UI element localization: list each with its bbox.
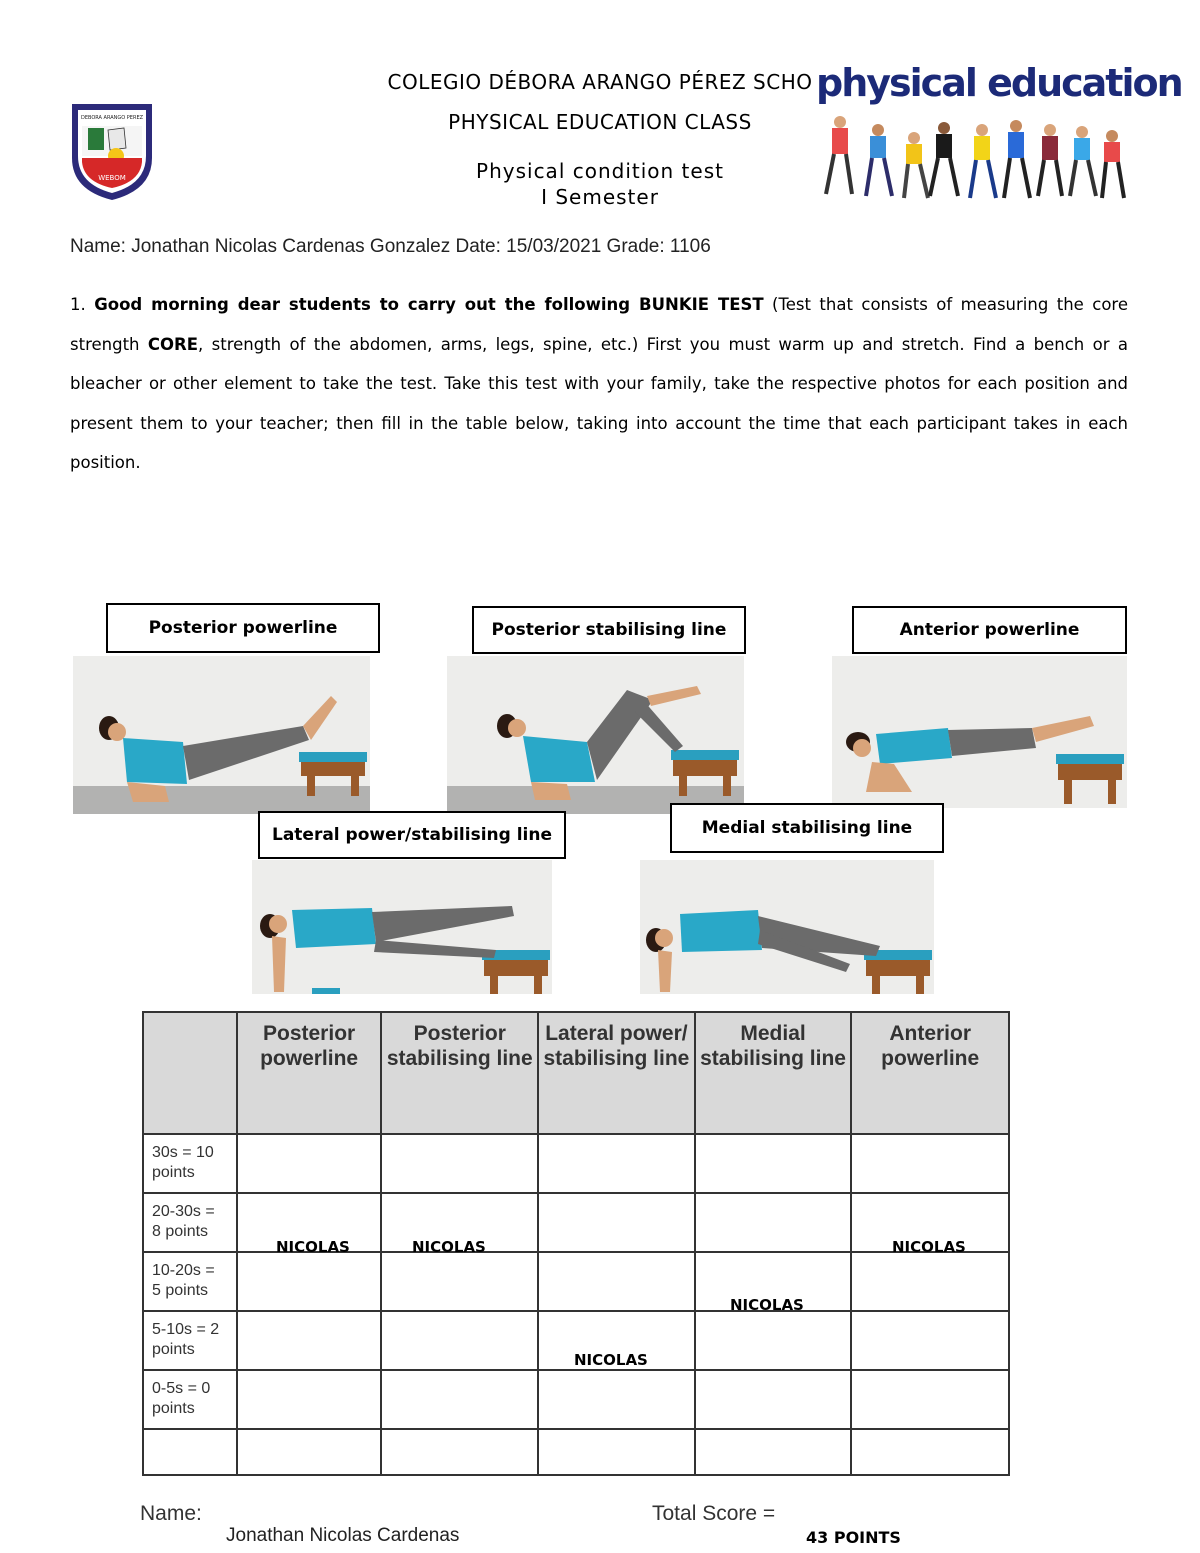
table-cell[interactable] (381, 1134, 538, 1193)
row-label: 0-5s = 0 points (143, 1370, 237, 1429)
table-cell[interactable] (237, 1134, 382, 1193)
photo-lateral (252, 860, 552, 994)
instr-p2: (Test that consists of measuring the core strength (70, 295, 1128, 354)
table-cell[interactable] (538, 1429, 695, 1475)
photo-anterior-powerline (832, 656, 1127, 808)
table-cell[interactable] (695, 1429, 852, 1475)
physical-education-banner (810, 61, 1182, 212)
table-cell[interactable] (538, 1252, 695, 1311)
table-header: Lateral power/ stabilising line (538, 1012, 695, 1134)
table-cell[interactable] (538, 1193, 695, 1252)
table-cell[interactable] (851, 1134, 1009, 1193)
table-cell[interactable] (851, 1311, 1009, 1370)
table-header: Posterior powerline (237, 1012, 382, 1134)
table-cell[interactable] (695, 1193, 852, 1252)
table-cell[interactable] (851, 1429, 1009, 1475)
label-posterior-powerline: Posterior powerline (106, 603, 380, 653)
table-header: Anterior powerline (851, 1012, 1009, 1134)
footer-name-value: Jonathan Nicolas Cardenas (226, 1525, 460, 1546)
table-row (143, 1370, 1009, 1429)
svg-text:DEBORA ARANGO PEREZ: DEBORA ARANGO PEREZ (80, 115, 144, 121)
mark-medial: NICOLAS (730, 1296, 804, 1314)
table-cell[interactable] (381, 1252, 538, 1311)
svg-text:WEBOM: WEBOM (98, 174, 126, 182)
instr-b3: CORE (147, 334, 198, 354)
instr-p3: , strength of the abdomen, arms, legs, spine, etc.) First you must warm up and stretch. Find a bench or a bleacher or other element to take the test. Take this test with your family, take the respective photos for each position and present them to your teacher; then fill in the table below, taking into account the time that each participant takes in each position. (70, 334, 1128, 472)
row-label: 20-30s = 8 points (143, 1193, 237, 1252)
photo-posterior-powerline (73, 656, 370, 814)
table-cell[interactable] (695, 1311, 852, 1370)
table-cell[interactable] (237, 1370, 382, 1429)
table-corner (143, 1012, 237, 1134)
label-medial: Medial stabilising line (670, 803, 944, 853)
row-label: 30s = 10 points (143, 1134, 237, 1193)
table-cell[interactable] (851, 1370, 1009, 1429)
semester-line: I Semester (541, 185, 659, 209)
mark-lateral: NICOLAS (574, 1351, 648, 1369)
instr-b2: BUNKIE TEST (639, 295, 764, 314)
table-cell[interactable] (381, 1370, 538, 1429)
instructions-paragraph (70, 285, 1128, 483)
instr-num: 1. (70, 295, 95, 314)
label-posterior-stabilising: Posterior stabilising line (472, 606, 746, 654)
instr-b1: Good morning dear students to carry out the following (94, 295, 640, 314)
school-name: COLEGIO DÉBORA ARANGO PÉREZ SCHO (387, 70, 813, 94)
footer-score-label: Total Score = (652, 1502, 776, 1525)
table-cell[interactable] (381, 1311, 538, 1370)
table-cell[interactable] (381, 1429, 538, 1475)
test-title-line: Physical condition test (476, 159, 724, 183)
banner-title: physical education (816, 61, 1182, 105)
table-header: Posterior stabilising line (381, 1012, 538, 1134)
label-anterior-powerline: Anterior powerline (852, 606, 1127, 654)
table-cell[interactable] (237, 1311, 382, 1370)
footer-score-value: 43 POINTS (806, 1528, 901, 1547)
student-info-line: Name: Jonathan Nicolas Cardenas Gonzalez Date: 15/03/2021 Grade: 1106 (70, 236, 711, 257)
table-cell[interactable] (695, 1134, 852, 1193)
table-row (143, 1193, 1009, 1252)
photo-posterior-stabilising (447, 656, 744, 814)
row-label: 10-20s = 5 points (143, 1252, 237, 1311)
school-crest-logo (68, 98, 156, 202)
row-label (143, 1429, 237, 1475)
table-row (143, 1252, 1009, 1311)
table-header-row (143, 1012, 1009, 1134)
score-table (142, 1011, 1010, 1476)
table-cell[interactable] (237, 1429, 382, 1475)
table-cell[interactable] (851, 1252, 1009, 1311)
table-cell[interactable] (538, 1134, 695, 1193)
table-row (143, 1429, 1009, 1475)
table-cell[interactable] (695, 1370, 852, 1429)
class-name: PHYSICAL EDUCATION CLASS (448, 110, 752, 134)
table-cell[interactable] (538, 1370, 695, 1429)
mark-posterior-powerline: NICOLAS (276, 1238, 350, 1256)
mark-anterior-powerline: NICOLAS (892, 1238, 966, 1256)
mark-posterior-stabilising: NICOLAS (412, 1238, 486, 1256)
table-row (143, 1134, 1009, 1193)
photo-medial (640, 860, 934, 994)
table-header: Medial stabilising line (695, 1012, 852, 1134)
table-cell[interactable] (237, 1252, 382, 1311)
footer-name-label: Name: (140, 1502, 202, 1525)
label-lateral: Lateral power/stabilising line (258, 811, 566, 859)
row-label: 5-10s = 2 points (143, 1311, 237, 1370)
